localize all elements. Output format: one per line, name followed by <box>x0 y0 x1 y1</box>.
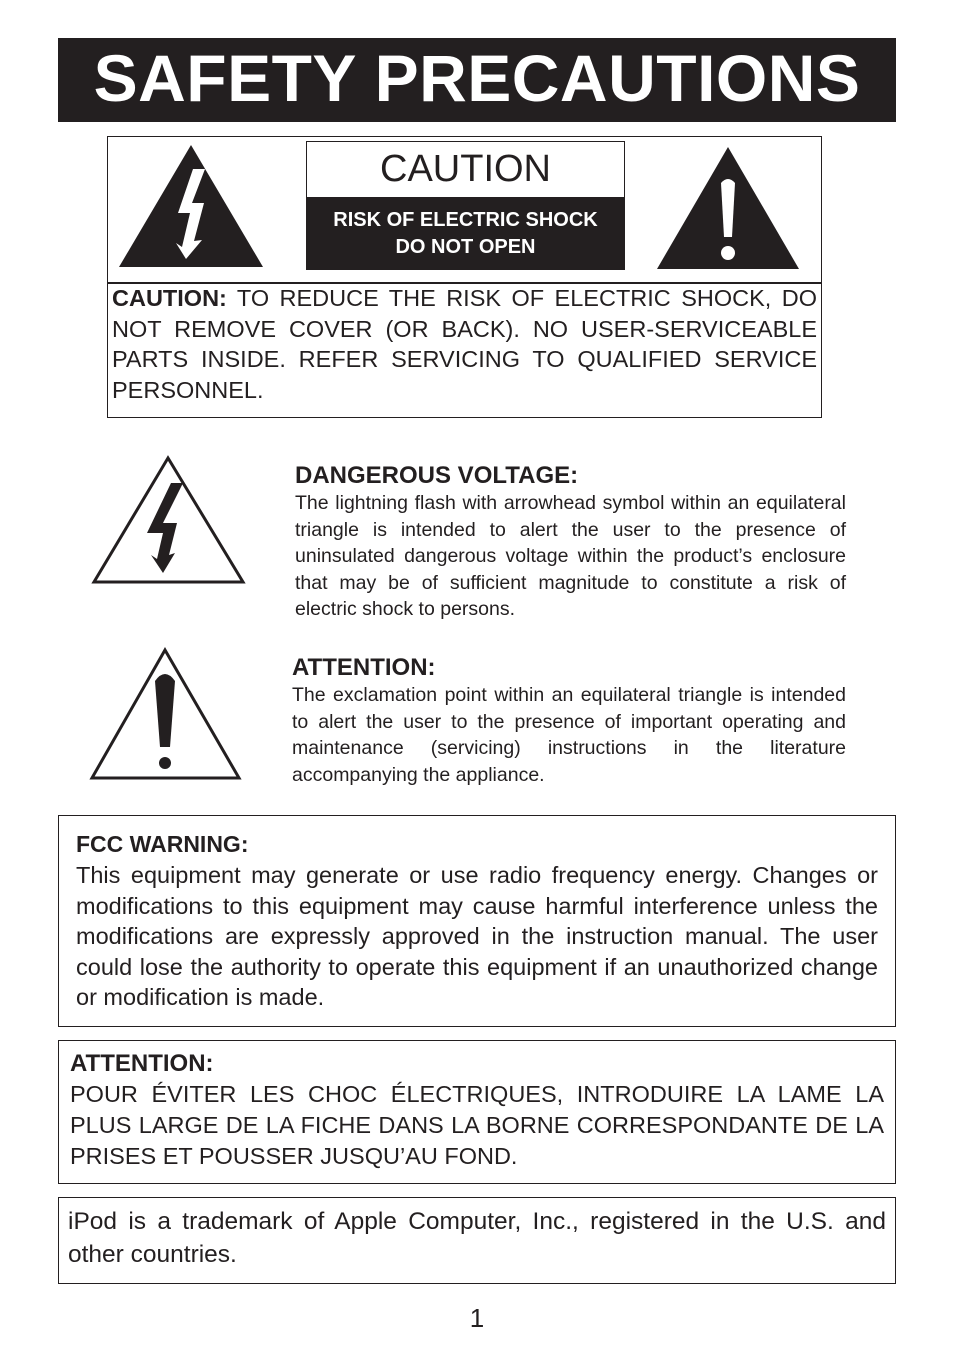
caution-word: CAUTION <box>380 148 551 190</box>
lightning-triangle-outline-icon <box>91 455 246 585</box>
shock-warning-line-1: RISK OF ELECTRIC SHOCK <box>333 209 598 231</box>
page-title: SAFETY PRECAUTIONS <box>93 41 861 115</box>
title-banner <box>58 38 896 122</box>
attention-symbol-section <box>292 654 846 788</box>
caution-body: TO REDUCE THE RISK OF ELECTRIC SHOCK, DO NOT REMOVE COVER (OR BACK). NO USER-SERVICEABLE PARTS INSIDE. REFER SERVICING TO QUALIFIED SERVICE PERSONNEL. <box>112 285 817 403</box>
dangerous-voltage-section <box>295 462 846 623</box>
page-number: 1 <box>469 1303 485 1333</box>
fcc-warning-heading: FCC WARNING: <box>76 831 249 857</box>
french-attention-heading: ATTENTION: <box>70 1050 214 1077</box>
fcc-warning-body: This equipment may generate or use radio frequency energy. Changes or modifications to this equipment may cause harmful interference unless the modifications are expressly approved in the instruction manual. The user could lose the authority to operate this equipment if an unauthorized change or modification is made. <box>76 862 878 1010</box>
fcc-warning-box <box>58 815 896 1027</box>
attention-body: The exclamation point within an equilateral triangle is intended to alert the user to the presence of important operating and maintenance (servicing) instructions in the literature accompanying the appliance. <box>292 684 846 786</box>
lightning-triangle-icon <box>116 143 266 269</box>
french-attention-box <box>58 1040 896 1184</box>
shock-warning-label <box>307 197 624 269</box>
shock-warning-line-2: DO NOT OPEN <box>395 236 536 258</box>
trademark-text: iPod is a trademark of Apple Computer, Inc., registered in the U.S. and other countries. <box>68 1208 886 1268</box>
trademark-box <box>58 1197 896 1284</box>
french-attention-body: POUR ÉVITER LES CHOC ÉLECTRIQUES, INTRODUIRE LA LAME LA PLUS LARGE DE LA FICHE DANS LA BORNE CORRESPONDANTE DE LA PRISES ET POUSSER JUSQU’AU FOND. <box>70 1081 884 1169</box>
exclamation-triangle-outline-icon <box>89 647 242 781</box>
dangerous-voltage-heading: DANGEROUS VOLTAGE: <box>295 462 579 489</box>
exclamation-triangle-icon <box>656 145 801 271</box>
caution-lead: CAUTION: <box>112 285 227 311</box>
caution-text <box>112 283 817 405</box>
dangerous-voltage-body: The lightning flash with arrowhead symbol within an equilateral triangle is intended to alert the user to the presence of uninsulated dangerous voltage within the product’s enclosure that may be of sufficient magnitude to constitute a risk of electric shock to persons. <box>295 492 846 620</box>
attention-heading: ATTENTION: <box>292 654 436 681</box>
caution-label <box>306 141 625 270</box>
